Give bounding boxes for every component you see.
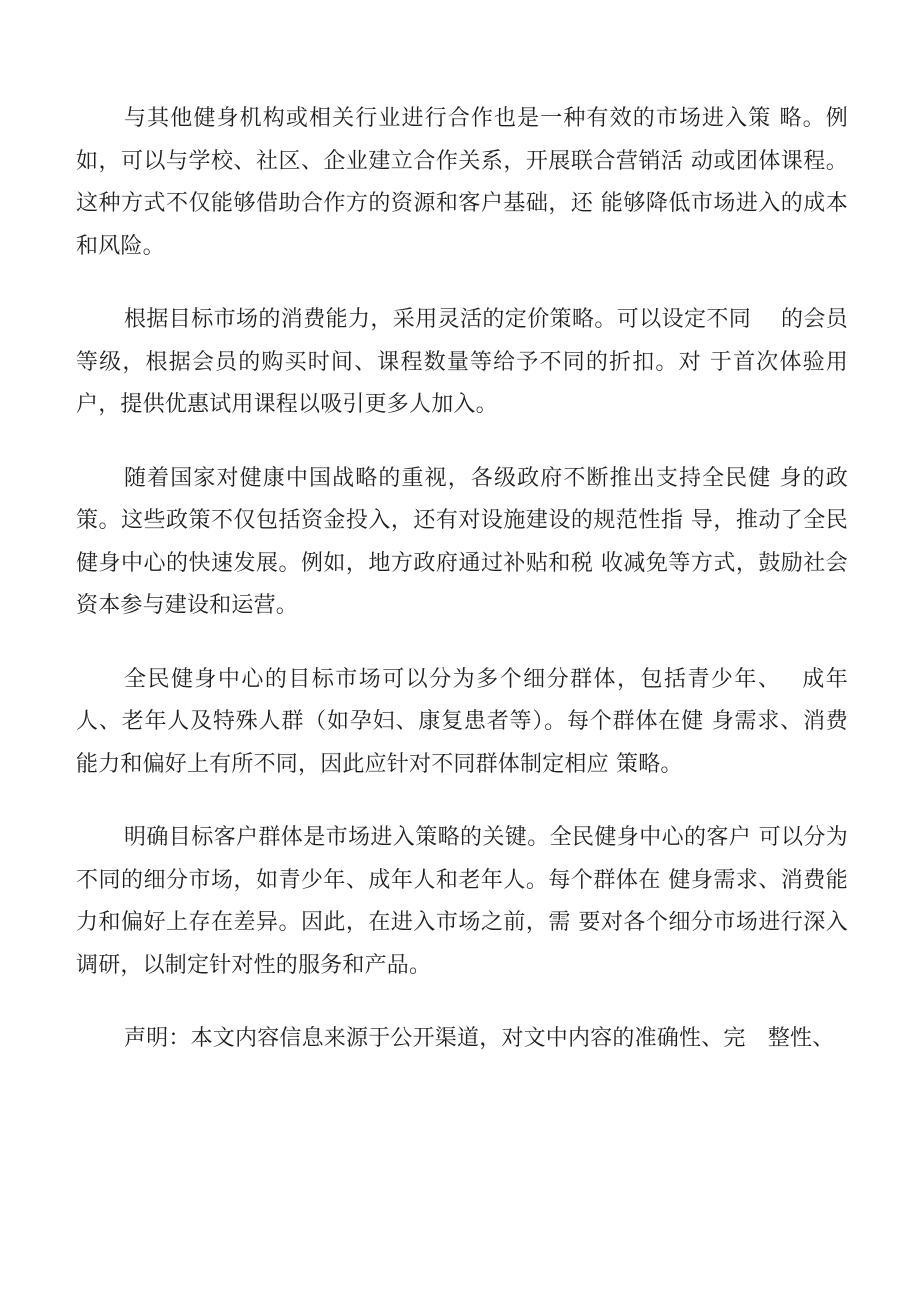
paragraph-policy: 随着国家对健康中国战略的重视，各级政府不断推出支持全民健 身的政策。这些政策不仅包括资金投入，还有对设施建设的规范性指 导，推动了全民健身中心的快速发展。例如，地方政府通过补贴和税 收减免等方式，鼓励社会资本参与建设和运营。 (76, 465, 848, 618)
paragraph-disclaimer: 声明：本文内容信息来源于公开渠道，对文中内容的准确性、完 整性、 (124, 1026, 835, 1051)
paragraph-pricing: 根据目标市场的消费能力，采用灵活的定价策略。可以设定不同 的会员等级，根据会员的购买时间、课程数量等给予不同的折扣。对 于首次体验用户，提供优惠试用课程以吸引更多人加入。 (76, 307, 848, 417)
paragraph-cooperation: 与其他健身机构或相关行业进行合作也是一种有效的市场进入策 略。例如，可以与学校、社区、企业建立合作关系，开展联合营销活 动或团体课程。这种方式不仅能够借助合作方的资源和客户基础，还 能够降低市场进入的成本和风险。 (76, 106, 848, 259)
paragraph-target-market: 全民健身中心的目标市场可以分为多个细分群体，包括青少年、 成年人、老年人及特殊人群（如孕妇、康复患者等）。每个群体在健 身需求、消费能力和偏好上有所不同，因此应针对不同群体制定相应 策略。 (76, 666, 848, 777)
document-body (76, 98, 848, 1092)
paragraph-target-customers: 明确目标客户群体是市场进入策略的关键。全民健身中心的客户 可以分为不同的细分市场，如青少年、成年人和老年人。每个群体在 健身需求、消费能力和偏好上存在差异。因此，在进入市场之前，需 要对各个细分市场进行深入调研，以制定针对性的服务和产品。 (76, 825, 848, 978)
